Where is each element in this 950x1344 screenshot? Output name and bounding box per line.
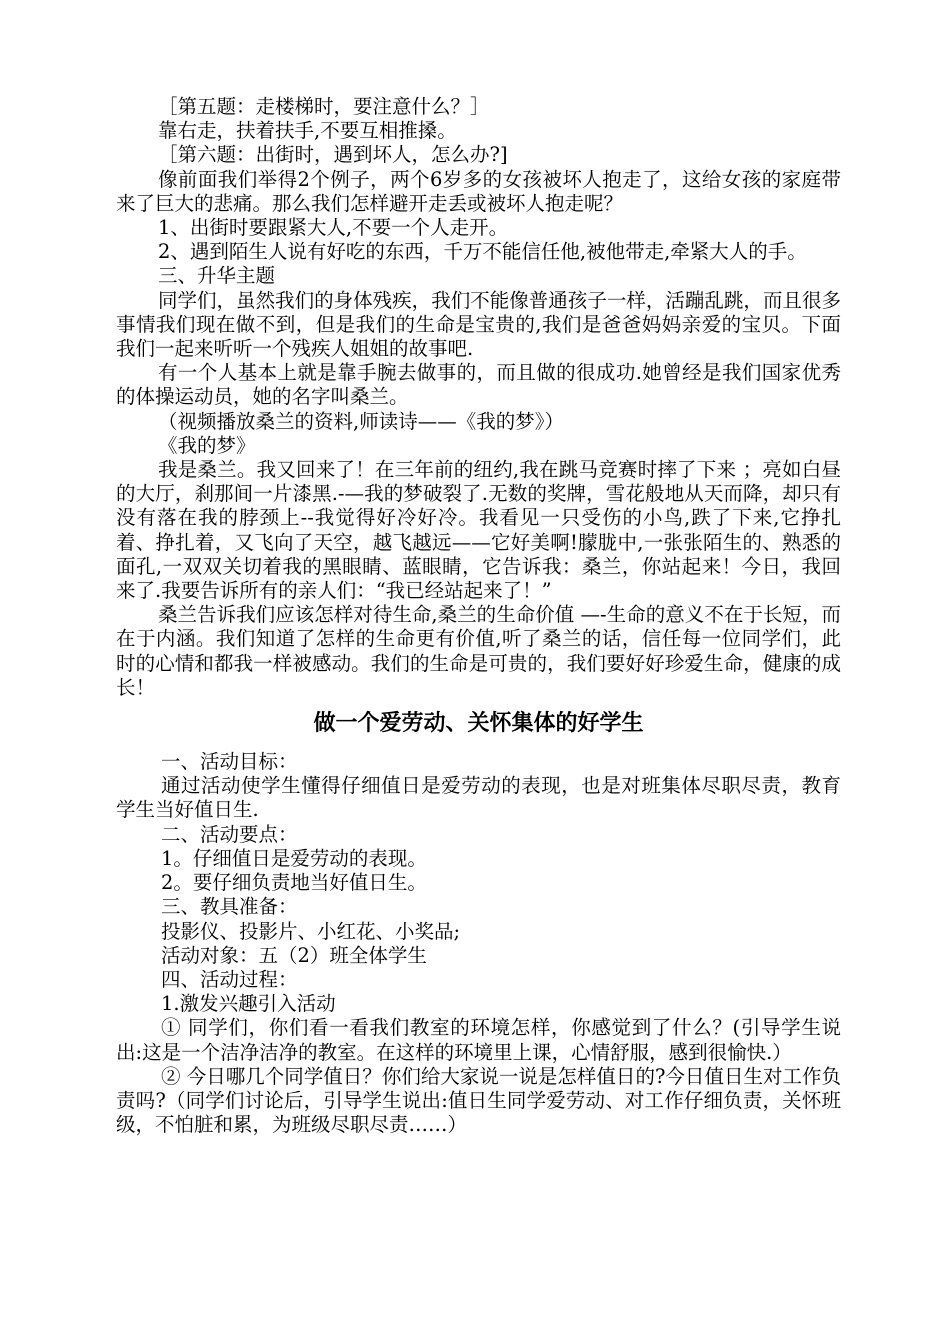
paragraph-conclusion: 桑兰告诉我们应该怎样对待生命,桑兰的生命价值 —-生命的意义不在于长短，而在于内涵。我们知道了怎样的生命更有价值,听了桑兰的话，信任每一位同学们，此时的心情和都我一样被感动。我们的生命是可贵的，我们要好好珍爱生命，健康的成长！ bbox=[116, 603, 841, 699]
poem-body: 我是桑兰。我又回来了！在三年前的纽约,我在跳马竞赛时摔了下来 ；亮如白昼的大厅，刹那间一片漆黑.-—我的梦破裂了.无数的奖牌，雪花般地从天而降，却只有没有落在我的脖颈上--我觉得好冷好冷。我看见一只受伤的小鸟,跌了下来,它挣扎着、挣扎着，又飞向了天空，越飞越远——它好美啊!朦胧中,一张张陌生的、熟悉的面孔,一双双关切着我的黑眼睛、蓝眼睛，它告诉我：桑兰，你站起来！今日，我回来了.我要告诉所有的亲人们：“我已经站起来了！” bbox=[116, 458, 841, 603]
process-step-one: 1.激发兴趣引入活动 bbox=[161, 992, 336, 1016]
heading-materials: 三、教具准备： bbox=[161, 895, 298, 919]
materials-list: 投影仪、投影片、小红花、小奖品; bbox=[161, 919, 461, 943]
poem-title: 《我的梦》 bbox=[158, 433, 256, 457]
paragraph-classmates: 同学们，虽然我们的身体残疾，我们不能像普通孩子一样，活蹦乱跳，而且很多事情我们现在做不到，但是我们的生命是宝贵的,我们是爸爸妈妈亲爱的宝贝。下面我们一起来听听一个残疾人姐姐的故事吧. bbox=[116, 288, 841, 361]
tip-two: 2、遇到陌生人说有好吃的东西，千万不能信任他,被他带走,牵紧大人的手。 bbox=[158, 240, 807, 264]
section-heading-theme: 三、升华主题 bbox=[158, 264, 276, 288]
key-point-two: 2。要仔细负责地当好值日生。 bbox=[161, 871, 427, 895]
process-item-one: ① 同学们，你们看一看我们教室的环境怎样，你感觉到了什么？(引导学生说出:这是一个洁净洁净的教室。在这样的环境里上课，心情舒服，感到很愉快.） bbox=[116, 1016, 841, 1064]
key-point-one: 1。仔细值日是爱劳动的表现。 bbox=[161, 846, 427, 870]
paragraph-examples: 像前面我们举得2个例子，两个6岁多的女孩被坏人抱走了，这给女孩的家庭带来了巨大的悲痛。那么我们怎样避开走丢或被坏人抱走呢？ bbox=[116, 167, 841, 215]
process-item-two: ② 今日哪几个同学值日？你们给大家说一说是怎样值日的?今日值日生对工作负责吗?（同学们讨论后，引导学生说出:值日生同学爱劳动、对工作仔细负责，关怀班级，不怕脏和累，为班级尽职尽责……） bbox=[116, 1064, 841, 1137]
paragraph-sanglan-intro: 有一个人基本上就是靠手腕去做事的，而且做的很成功.她曾经是我们国家优秀的体操运动员，她的名字叫桑兰。 bbox=[116, 361, 841, 409]
heading-key-points: 二、活动要点： bbox=[161, 822, 298, 846]
section-title: 做一个爱劳动、关怀集体的好学生 bbox=[313, 711, 644, 737]
paragraph-video-note: （视频播放桑兰的资料,师读诗——《我的梦》） bbox=[158, 409, 564, 433]
answer-five: 靠右走，扶着扶手,不要互相推搡。 bbox=[158, 119, 457, 143]
document-page bbox=[116, 95, 841, 1137]
activity-audience: 活动对象：五（2）班全体学生 bbox=[161, 943, 427, 967]
paragraph-objectives: 通过活动使学生懂得仔细值日是爱劳动的表现，也是对班集体尽职尽责，教育学生当好值日生. bbox=[116, 774, 841, 822]
heading-process: 四、活动过程： bbox=[161, 967, 298, 991]
question-six: ［第六题：出街时，遇到坏人，怎么办?] bbox=[158, 143, 508, 167]
heading-objectives: 一、活动目标： bbox=[161, 750, 298, 774]
question-five: ［第五题：走楼梯时，要注意什么？］ bbox=[158, 95, 490, 118]
tip-one: 1、出街时要跟紧大人,不要一个人走开。 bbox=[158, 216, 509, 240]
